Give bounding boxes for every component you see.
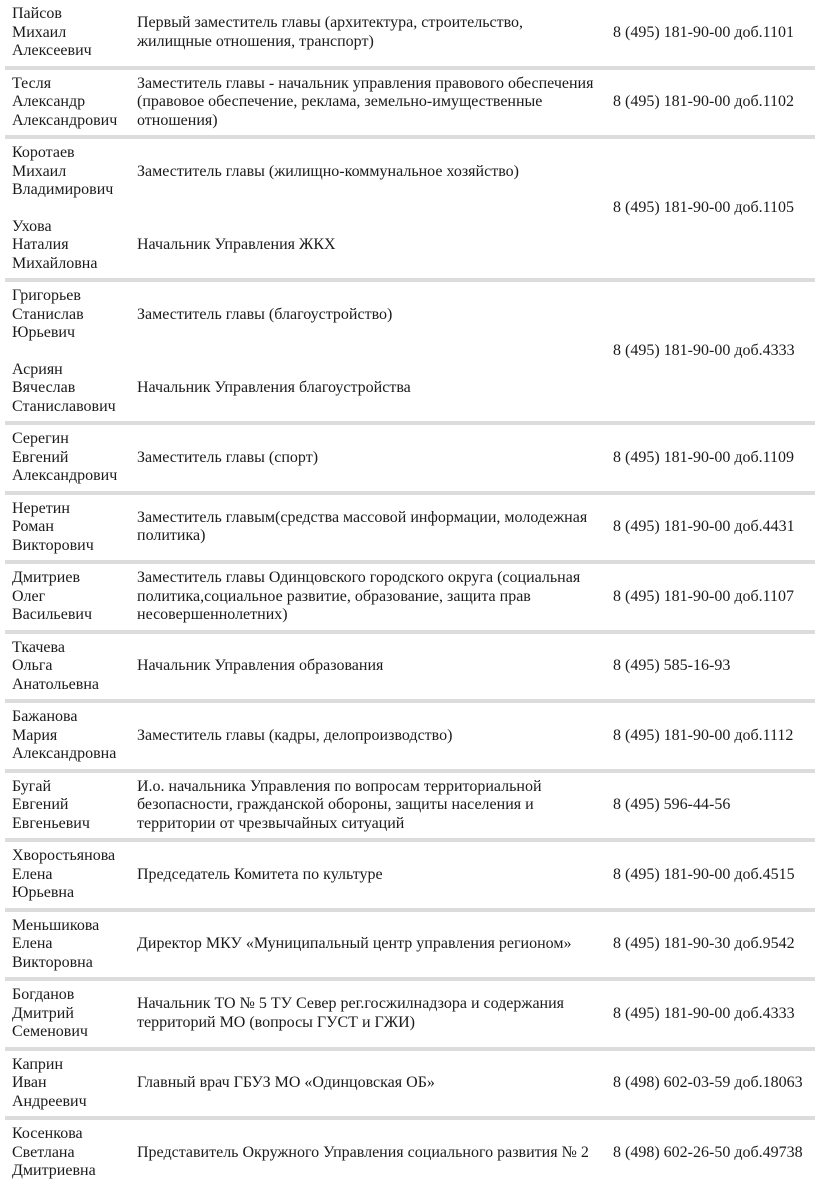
person-position: Заместитель главы (спорт) — [131, 423, 605, 493]
table-row — [5, 68, 815, 138]
name-part: Александровна — [12, 745, 117, 762]
contacts-table-body — [5, 0, 815, 1186]
name-part: Роман — [12, 518, 54, 535]
person-name — [5, 1118, 131, 1186]
grouped-person — [12, 218, 605, 274]
table-row — [5, 1049, 815, 1119]
name-part: Викторович — [12, 536, 94, 554]
name-part: Станиславович — [12, 397, 116, 415]
person-position: Заместитель главы Одинцовского городского округа (социальная политика,социальное развитие, образование, защита прав несовершеннолетних) — [131, 562, 605, 632]
name-part: Пайсов — [12, 5, 62, 22]
table-row — [5, 771, 815, 841]
name-part: Семенович — [12, 1023, 88, 1040]
name-part: Евгений — [12, 796, 69, 813]
name-part: Вячеслав — [12, 379, 76, 396]
table-row — [5, 1118, 815, 1186]
person-name — [5, 771, 131, 841]
name-part: Иван — [12, 1074, 47, 1091]
name-part: Юрьевна — [12, 884, 75, 901]
name-part: Дмитриев — [12, 569, 81, 586]
person-position: Председатель Комитета по культуре — [131, 840, 605, 910]
name-part: Юрьевич — [12, 324, 76, 341]
phone-number[interactable]: 8 (498) 602-03-59 доб.18063 — [605, 1049, 815, 1119]
phone-number[interactable]: 8 (495) 181-90-00 доб.4333 — [605, 979, 815, 1049]
person-name — [5, 632, 131, 702]
name-part: Анатольевна — [12, 675, 99, 693]
name-part: Михаил — [12, 162, 67, 180]
person-position: Заместитель главы (благоустройство) — [137, 305, 393, 323]
name-part: Каприн — [12, 1055, 64, 1073]
name-part: Мария — [12, 726, 58, 744]
person-position: Первый заместитель главы (архитектура, строительство, жилищные отношения, транспорт) — [131, 0, 605, 68]
name-part: Александрович — [12, 111, 118, 129]
name-part: Дмитрий — [12, 1004, 74, 1022]
table-row — [5, 840, 815, 910]
person-name — [5, 0, 131, 68]
name-part: Ткачева — [12, 638, 65, 656]
person-name — [5, 910, 131, 980]
name-part: Викторовна — [12, 953, 93, 971]
name-part: Станислав — [12, 305, 84, 323]
phone-number[interactable]: 8 (495) 181-90-00 доб.4515 — [605, 840, 815, 910]
table-row — [5, 701, 815, 771]
table-row — [5, 0, 815, 68]
table-row — [5, 632, 815, 702]
person-name — [5, 68, 131, 138]
grouped-person — [12, 361, 605, 417]
person-position: Начальник Управления благоустройства — [137, 379, 411, 396]
name-part: Ухова — [12, 217, 52, 235]
grouped-person — [12, 287, 605, 343]
phone-number[interactable]: 8 (498) 602-26-50 доб.49738 — [613, 1143, 803, 1161]
grouped-cell — [5, 137, 605, 280]
phone-number[interactable]: 8 (495) 181-90-00 доб.1101 — [605, 0, 815, 68]
name-part: Асриян — [12, 360, 63, 378]
person-name — [12, 218, 131, 274]
phone-number[interactable]: 8 (495) 181-90-00 доб.4333 — [605, 280, 815, 423]
name-part: Ольга — [12, 657, 53, 674]
table-row — [5, 423, 815, 493]
table-row — [5, 280, 815, 423]
person-position: Заместитель главым(средства массовой информации, молодежная политика) — [131, 493, 605, 563]
name-part: Коротаев — [12, 144, 75, 161]
table-row — [5, 979, 815, 1049]
person-name — [12, 144, 131, 200]
person-name — [5, 840, 131, 910]
phone-number[interactable]: 8 (495) 181-90-00 доб.4431 — [605, 493, 815, 563]
phone-number[interactable]: 8 (495) 585-16-93 — [605, 632, 815, 702]
name-part: Евгений — [12, 448, 69, 466]
person-position: Начальник ТО № 5 ТУ Север рег.госжилнадзора и содержания территорий МО (вопросы ГУСТ и ГЖИ) — [131, 979, 605, 1049]
person-position: Заместитель главы - начальник управления правового обеспечения (правовое обеспечение, реклама, земельно-имущественные отношения) — [131, 68, 605, 138]
phone-number[interactable]: 8 (495) 181-90-00 доб.1109 — [605, 423, 815, 493]
person-position: Начальник Управления ЖКХ — [137, 236, 336, 253]
person-name — [5, 1049, 131, 1119]
name-part: Андреевич — [12, 1092, 87, 1110]
name-part: Хворостьянова — [12, 847, 116, 864]
person-name — [12, 287, 131, 343]
name-part: Александрович — [12, 467, 118, 484]
name-part: Михаил — [12, 23, 67, 41]
grouped-cell — [5, 280, 605, 423]
name-part: Косенкова — [12, 1125, 83, 1142]
name-part: Неретин — [12, 499, 70, 517]
person-position: И.о. начальника Управления по вопросам территориальной безопасности, гражданской обороны, защиты населения и территории от чрезвычайных ситуаций — [131, 771, 605, 841]
grouped-person — [12, 144, 605, 200]
phone-number[interactable]: 8 (495) 181-90-30 доб.9542 — [605, 910, 815, 980]
name-part: Тесля — [12, 74, 52, 92]
contacts-table — [5, 0, 815, 1186]
table-row — [5, 493, 815, 563]
person-position: Заместитель главы (жилищно-коммунальное хозяйство) — [137, 162, 519, 180]
phone-number[interactable]: 8 (495) 181-90-00 доб.1107 — [605, 562, 815, 632]
name-part: Бажанова — [12, 708, 78, 725]
phone-number[interactable]: 8 (495) 181-90-00 доб.1112 — [605, 701, 815, 771]
name-part: Владимирович — [12, 181, 114, 198]
table-row — [5, 910, 815, 980]
table-row — [5, 562, 815, 632]
name-part: Дмитриевна — [12, 1162, 96, 1179]
name-part: Григорьев — [12, 287, 81, 304]
name-part: Александр — [12, 93, 86, 110]
table-row — [5, 137, 815, 280]
name-part: Серегин — [12, 430, 69, 447]
person-name — [5, 423, 131, 493]
name-part: Евгеньевич — [12, 814, 90, 832]
person-position: Директор МКУ «Муниципальный центр управления регионом» — [131, 910, 605, 980]
name-part: Светлана — [12, 1143, 75, 1161]
phone-number[interactable]: 8 (495) 181-90-00 доб.1102 — [605, 68, 815, 138]
person-name — [5, 562, 131, 632]
name-part: Васильевич — [12, 606, 92, 623]
person-position: Начальник Управления образования — [131, 632, 605, 702]
name-part: Алексеевич — [12, 42, 92, 59]
name-part: Михайловна — [12, 254, 98, 272]
person-name — [5, 979, 131, 1049]
person-position: Заместитель главы (кадры, делопроизводство) — [131, 701, 605, 771]
name-part: Бугай — [12, 777, 52, 795]
name-part: Елена — [12, 865, 53, 883]
name-part: Олег — [12, 587, 46, 605]
name-part: Богданов — [12, 986, 75, 1003]
name-part: Елена — [12, 935, 53, 952]
phone-number[interactable]: 8 (495) 181-90-00 доб.1105 — [605, 137, 815, 280]
person-name — [12, 361, 131, 417]
person-name — [5, 493, 131, 563]
person-name — [5, 701, 131, 771]
phone-number[interactable]: 8 (495) 596-44-56 — [605, 771, 815, 841]
name-part: Меньшикова — [12, 916, 100, 934]
person-position: Главный врач ГБУЗ МО «Одинцовская ОБ» — [131, 1049, 605, 1119]
person-position: Представитель Окружного Управления социального развития № 2 — [137, 1143, 589, 1161]
name-part: Наталия — [12, 236, 69, 253]
